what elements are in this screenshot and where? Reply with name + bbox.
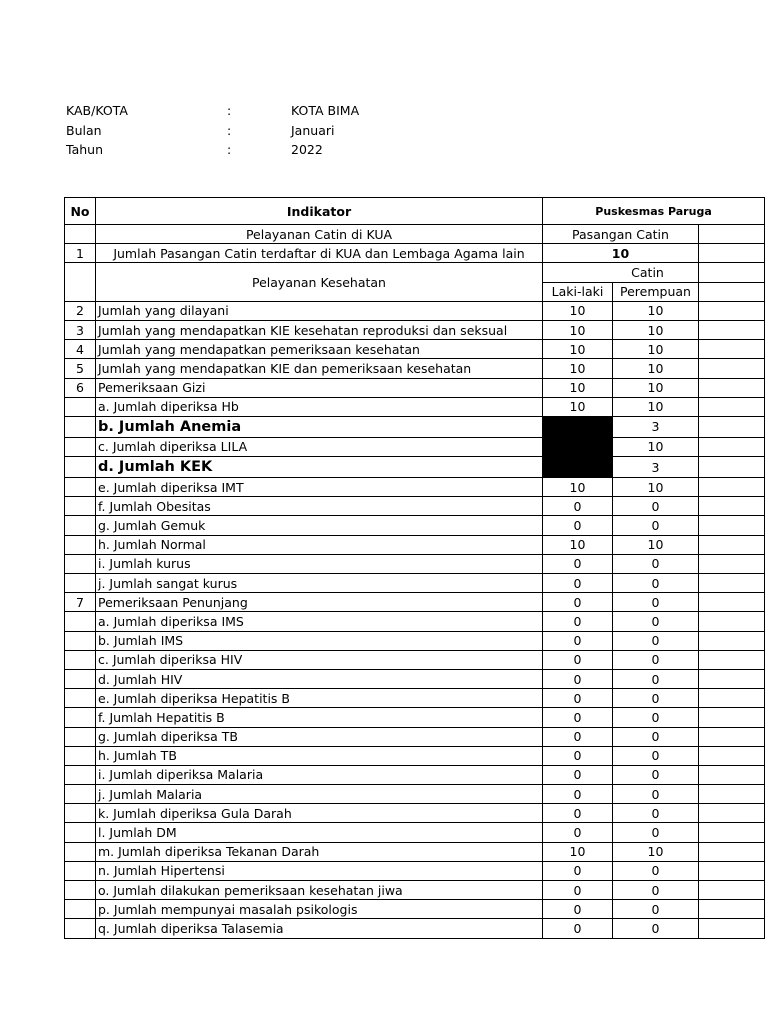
- row-no: [65, 861, 96, 880]
- empty-cell: [699, 320, 765, 339]
- row-no: 6: [65, 378, 96, 397]
- meta-key: Bulan: [66, 122, 102, 138]
- empty-cell: [699, 225, 765, 244]
- row-label: Pemeriksaan Penunjang: [96, 593, 543, 612]
- row-label: n. Jumlah Hipertensi: [96, 861, 543, 880]
- empty-cell: [699, 727, 765, 746]
- table-row: [65, 746, 765, 765]
- table-row: [65, 919, 765, 938]
- kua-header-row: [65, 225, 765, 244]
- row-label: Jumlah yang mendapatkan pemeriksaan kesehatan: [96, 340, 543, 359]
- row-laki-value: 10: [543, 535, 613, 554]
- empty-cell: [65, 225, 96, 244]
- row-label: k. Jumlah diperiksa Gula Darah: [96, 804, 543, 823]
- table-row: [65, 457, 765, 478]
- row-label: b. Jumlah Anemia: [96, 416, 543, 437]
- meta-colon: :: [227, 122, 232, 138]
- row-no: [65, 574, 96, 593]
- row-perempuan-value: 10: [613, 397, 699, 416]
- row-label: h. Jumlah TB: [96, 746, 543, 765]
- row-label: m. Jumlah diperiksa Tekanan Darah: [96, 842, 543, 861]
- row-laki-value: 0: [543, 919, 613, 938]
- table-row: [65, 574, 765, 593]
- row-no: [65, 631, 96, 650]
- row-label: l. Jumlah DM: [96, 823, 543, 842]
- row-label: Jumlah yang dilayani: [96, 301, 543, 320]
- row-no: [65, 650, 96, 669]
- report-sheet: [64, 197, 712, 941]
- row-no: [65, 765, 96, 784]
- row-label: f. Jumlah Obesitas: [96, 497, 543, 516]
- header-laki: Laki-laki: [543, 282, 613, 301]
- row-perempuan-value: 0: [613, 746, 699, 765]
- table-row: [65, 669, 765, 688]
- row-label: e. Jumlah diperiksa IMT: [96, 478, 543, 497]
- row-no: [65, 416, 96, 437]
- row-label: a. Jumlah diperiksa Hb: [96, 397, 543, 416]
- row-label: b. Jumlah IMS: [96, 631, 543, 650]
- row-no: [65, 842, 96, 861]
- row-label: d. Jumlah KEK: [96, 457, 543, 478]
- row-laki-value: 0: [543, 708, 613, 727]
- row-perempuan-value: 0: [613, 574, 699, 593]
- row-perempuan-value: 10: [613, 378, 699, 397]
- row-laki-value: 10: [543, 378, 613, 397]
- empty-cell: [699, 359, 765, 378]
- table-row: [65, 554, 765, 573]
- row-laki-value: 0: [543, 823, 613, 842]
- empty-cell: [699, 244, 765, 263]
- empty-cell: [699, 785, 765, 804]
- empty-cell: [699, 301, 765, 320]
- empty-cell: [699, 708, 765, 727]
- row-laki-value: 0: [543, 746, 613, 765]
- row-laki-value: 0: [543, 593, 613, 612]
- row-no: [65, 746, 96, 765]
- table-row: [65, 689, 765, 708]
- row-label: i. Jumlah kurus: [96, 554, 543, 573]
- header-row: [65, 198, 765, 225]
- empty-cell: [699, 919, 765, 938]
- header-pasangan: Pasangan Catin: [543, 225, 699, 244]
- row-value: 10: [543, 244, 699, 263]
- row-laki-value: 0: [543, 497, 613, 516]
- meta-colon: :: [227, 103, 232, 118]
- row-no: 1: [65, 244, 96, 263]
- table-row: [65, 612, 765, 631]
- row-no: [65, 708, 96, 727]
- header-puskesmas: Puskesmas Paruga: [543, 198, 765, 225]
- empty-cell: [699, 416, 765, 437]
- empty-cell: [699, 516, 765, 535]
- empty-cell: [699, 437, 765, 456]
- row-perempuan-value: 10: [613, 842, 699, 861]
- row-laki-value: 10: [543, 397, 613, 416]
- row-perempuan-value: 10: [613, 535, 699, 554]
- table-row: [65, 497, 765, 516]
- row-perempuan-value: 0: [613, 516, 699, 535]
- empty-cell: [699, 497, 765, 516]
- row-laki-value: 0: [543, 881, 613, 900]
- meta-colon: :: [227, 142, 232, 157]
- row-laki-value: 0: [543, 861, 613, 880]
- row-laki-value: 0: [543, 612, 613, 631]
- empty-cell: [699, 842, 765, 861]
- row-perempuan-value: 0: [613, 554, 699, 573]
- row-laki-value: 10: [543, 478, 613, 497]
- header-kesehatan: Pelayanan Kesehatan: [96, 263, 543, 301]
- header-no: No: [65, 198, 96, 225]
- row-label: g. Jumlah Gemuk: [96, 516, 543, 535]
- row-perempuan-value: 0: [613, 593, 699, 612]
- empty-cell: [699, 535, 765, 554]
- row-perempuan-value: 0: [613, 708, 699, 727]
- empty-cell: [699, 900, 765, 919]
- empty-cell: [699, 378, 765, 397]
- table-row: [65, 516, 765, 535]
- table-row: [65, 397, 765, 416]
- empty-cell: [699, 478, 765, 497]
- empty-cell: [65, 263, 96, 301]
- row-perempuan-value: 0: [613, 765, 699, 784]
- row-label: d. Jumlah HIV: [96, 669, 543, 688]
- row-no: [65, 497, 96, 516]
- table-row: [65, 631, 765, 650]
- row-perempuan-value: 0: [613, 727, 699, 746]
- row-no: [65, 669, 96, 688]
- row-perempuan-value: 0: [613, 612, 699, 631]
- table-row: [65, 593, 765, 612]
- row-label: h. Jumlah Normal: [96, 535, 543, 554]
- row-perempuan-value: 0: [613, 804, 699, 823]
- row-laki-value: [543, 457, 613, 478]
- table-row: [65, 804, 765, 823]
- row-label: c. Jumlah diperiksa HIV: [96, 650, 543, 669]
- meta-value: KOTA BIMA: [291, 103, 360, 118]
- row-no: [65, 900, 96, 919]
- empty-cell: [699, 593, 765, 612]
- row-no: 2: [65, 301, 96, 320]
- row-laki-value: 0: [543, 631, 613, 650]
- table-row: [65, 244, 765, 263]
- table-row: [65, 765, 765, 784]
- row-laki-value: 10: [543, 320, 613, 339]
- row-label: i. Jumlah diperiksa Malaria: [96, 765, 543, 784]
- row-laki-value: 0: [543, 785, 613, 804]
- row-label: j. Jumlah sangat kurus: [96, 574, 543, 593]
- empty-cell: [699, 765, 765, 784]
- row-no: [65, 881, 96, 900]
- table-row: [65, 861, 765, 880]
- row-no: 3: [65, 320, 96, 339]
- row-no: [65, 397, 96, 416]
- empty-cell: [699, 457, 765, 478]
- row-perempuan-value: 10: [613, 301, 699, 320]
- empty-cell: [699, 574, 765, 593]
- row-no: [65, 554, 96, 573]
- row-perempuan-value: 0: [613, 823, 699, 842]
- meta-key: Tahun: [66, 142, 103, 157]
- row-perempuan-value: 10: [613, 359, 699, 378]
- row-laki-value: 10: [543, 301, 613, 320]
- meta-value: 2022: [291, 142, 323, 157]
- table-row: [65, 359, 765, 378]
- row-no: [65, 478, 96, 497]
- row-no: [65, 785, 96, 804]
- row-no: [65, 689, 96, 708]
- kesehatan-header-row-top: [65, 263, 765, 282]
- meta-key: KAB/KOTA: [66, 103, 128, 118]
- table-row: [65, 650, 765, 669]
- row-perempuan-value: 0: [613, 669, 699, 688]
- row-perempuan-value: 10: [613, 478, 699, 497]
- row-no: [65, 535, 96, 554]
- row-label: Jumlah Pasangan Catin terdaftar di KUA dan Lembaga Agama lain: [96, 244, 543, 263]
- table-row: [65, 320, 765, 339]
- row-label: f. Jumlah Hepatitis B: [96, 708, 543, 727]
- row-laki-value: 0: [543, 574, 613, 593]
- row-perempuan-value: 0: [613, 785, 699, 804]
- table-row: [65, 785, 765, 804]
- empty-cell: [699, 340, 765, 359]
- row-perempuan-value: 10: [613, 340, 699, 359]
- row-no: [65, 457, 96, 478]
- row-perempuan-value: 0: [613, 881, 699, 900]
- row-laki-value: 0: [543, 554, 613, 573]
- report-table: [64, 197, 765, 939]
- header-kua: Pelayanan Catin di KUA: [96, 225, 543, 244]
- table-row: [65, 478, 765, 497]
- empty-cell: [699, 631, 765, 650]
- empty-cell: [699, 263, 765, 282]
- header-perempuan: Perempuan: [613, 282, 699, 301]
- row-no: [65, 727, 96, 746]
- row-label: Jumlah yang mendapatkan KIE kesehatan reproduksi dan seksual: [96, 320, 543, 339]
- header-indikator: Indikator: [96, 198, 543, 225]
- row-no: 5: [65, 359, 96, 378]
- row-perempuan-value: 3: [613, 457, 699, 478]
- row-perempuan-value: 0: [613, 689, 699, 708]
- table-row: [65, 437, 765, 456]
- table-row: [65, 727, 765, 746]
- row-laki-value: 10: [543, 359, 613, 378]
- empty-cell: [699, 746, 765, 765]
- row-no: [65, 804, 96, 823]
- row-no: [65, 437, 96, 456]
- row-laki-value: [543, 416, 613, 437]
- empty-cell: [699, 861, 765, 880]
- row-label: q. Jumlah diperiksa Talasemia: [96, 919, 543, 938]
- table-row: [65, 535, 765, 554]
- row-laki-value: [543, 437, 613, 456]
- table-row: [65, 340, 765, 359]
- row-label: Pemeriksaan Gizi: [96, 378, 543, 397]
- empty-cell: [699, 669, 765, 688]
- row-label: p. Jumlah mempunyai masalah psikologis: [96, 900, 543, 919]
- empty-cell: [699, 397, 765, 416]
- empty-cell: [699, 804, 765, 823]
- row-perempuan-value: 0: [613, 650, 699, 669]
- row-no: 4: [65, 340, 96, 359]
- row-laki-value: 0: [543, 650, 613, 669]
- table-row: [65, 416, 765, 437]
- row-label: o. Jumlah dilakukan pemeriksaan kesehatan jiwa: [96, 881, 543, 900]
- empty-cell: [699, 650, 765, 669]
- empty-cell: [699, 554, 765, 573]
- row-perempuan-value: 0: [613, 631, 699, 650]
- row-perempuan-value: 3: [613, 416, 699, 437]
- meta-value: Januari: [291, 122, 335, 138]
- empty-cell: [699, 823, 765, 842]
- row-label: j. Jumlah Malaria: [96, 785, 543, 804]
- row-laki-value: 0: [543, 689, 613, 708]
- table-row: [65, 708, 765, 727]
- row-label: g. Jumlah diperiksa TB: [96, 727, 543, 746]
- table-row: [65, 378, 765, 397]
- row-perempuan-value: 10: [613, 437, 699, 456]
- table-row: [65, 842, 765, 861]
- row-no: [65, 919, 96, 938]
- row-label: c. Jumlah diperiksa LILA: [96, 437, 543, 456]
- row-laki-value: 0: [543, 900, 613, 919]
- table-row: [65, 301, 765, 320]
- row-no: 7: [65, 593, 96, 612]
- row-no: [65, 612, 96, 631]
- row-perempuan-value: 10: [613, 320, 699, 339]
- row-perempuan-value: 0: [613, 497, 699, 516]
- row-laki-value: 10: [543, 340, 613, 359]
- row-laki-value: 10: [543, 842, 613, 861]
- header-catin: Catin: [543, 263, 699, 282]
- empty-cell: [699, 689, 765, 708]
- row-laki-value: 0: [543, 765, 613, 784]
- table-row: [65, 823, 765, 842]
- row-perempuan-value: 0: [613, 919, 699, 938]
- row-label: Jumlah yang mendapatkan KIE dan pemeriksaan kesehatan: [96, 359, 543, 378]
- row-laki-value: 0: [543, 727, 613, 746]
- row-laki-value: 0: [543, 669, 613, 688]
- empty-cell: [699, 612, 765, 631]
- empty-cell: [699, 282, 765, 301]
- row-laki-value: 0: [543, 804, 613, 823]
- row-no: [65, 516, 96, 535]
- empty-cell: [699, 881, 765, 900]
- row-label: a. Jumlah diperiksa IMS: [96, 612, 543, 631]
- row-label: e. Jumlah diperiksa Hepatitis B: [96, 689, 543, 708]
- row-no: [65, 823, 96, 842]
- table-row: [65, 900, 765, 919]
- row-perempuan-value: 0: [613, 861, 699, 880]
- table-row: [65, 881, 765, 900]
- row-perempuan-value: 0: [613, 900, 699, 919]
- row-laki-value: 0: [543, 516, 613, 535]
